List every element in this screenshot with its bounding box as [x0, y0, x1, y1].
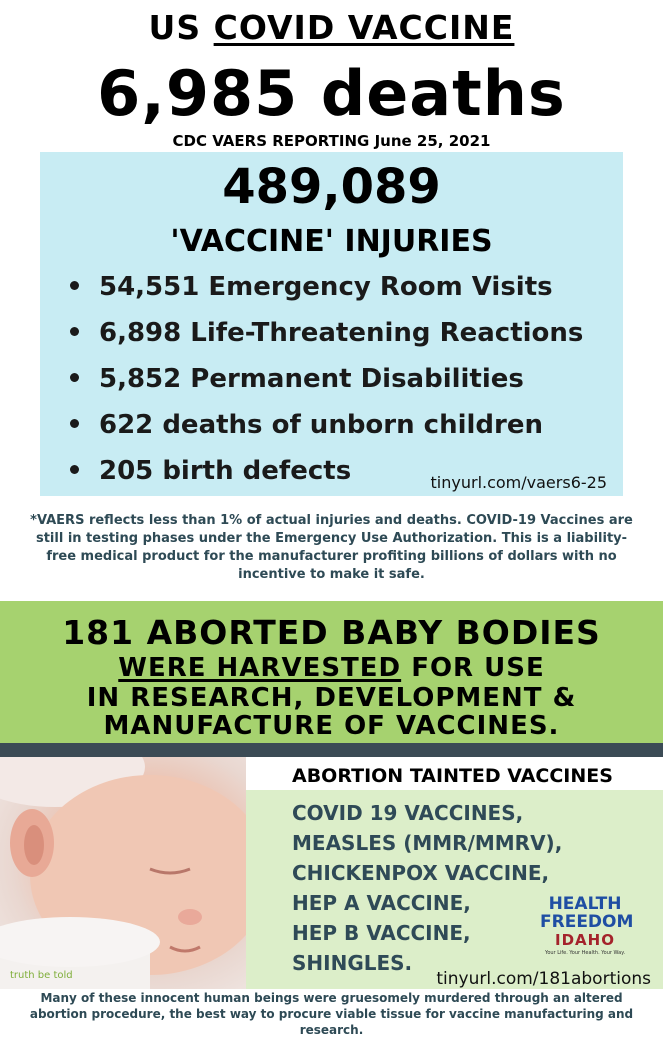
list-item-label: 5,852 Permanent Disabilities — [99, 364, 524, 394]
list-item-label: 6,898 Life-Threatening Reactions — [99, 318, 584, 348]
harvest-banner — [0, 601, 663, 743]
logo-line-3: IDAHO — [555, 931, 615, 949]
list-item — [70, 310, 583, 356]
list-item: COVID 19 VACCINES, — [292, 801, 524, 825]
title-underlined: COVID VACCINE — [213, 8, 515, 47]
list-item — [70, 402, 583, 448]
list-item — [70, 356, 583, 402]
logo-line-1: HEALTH — [548, 894, 622, 914]
list-item: SHINGLES. — [292, 951, 413, 975]
footer-text: Many of these innocent human beings were gruesomely murdered through an altered abortion procedure, the best way to procure viable tissue for vaccine manufacturing and research. — [29, 991, 634, 1037]
health-freedom-idaho-logo — [540, 894, 634, 965]
harvest-line-4: MANUFACTURE OF VACCINES. — [103, 711, 560, 741]
harvest-underlined: WERE HARVESTED — [118, 653, 402, 683]
list-item — [70, 264, 583, 310]
tainted-list — [292, 798, 562, 978]
logo-tagline: Your Life. Your Health. Your Way. — [544, 950, 626, 956]
baby-illustration — [0, 757, 246, 989]
list-item: HEP A VACCINE, — [292, 891, 471, 915]
bullet-icon — [70, 281, 79, 290]
harvest-line-1: 181 ABORTED BABY BODIES — [62, 613, 601, 652]
harvest-line-3: IN RESEARCH, DEVELOPMENT & — [86, 683, 577, 713]
bullet-icon — [70, 419, 79, 428]
divider — [0, 743, 663, 757]
baby-photo — [0, 757, 246, 989]
bullet-icon — [70, 465, 79, 474]
abortions-link[interactable]: tinyurl.com/181abortions — [436, 969, 651, 989]
cdc-reporting-line — [0, 132, 663, 150]
injury-list — [70, 264, 583, 494]
harvest-line-2-rest: FOR USE — [401, 653, 545, 683]
list-item-label: 622 deaths of unborn children — [99, 410, 544, 440]
vaers-link[interactable]: tinyurl.com/vaers6-25 — [430, 473, 607, 492]
bullet-icon — [70, 327, 79, 336]
list-item-label: 205 birth defects — [99, 456, 352, 486]
injury-box — [40, 152, 623, 496]
harvest-line-2 — [0, 653, 663, 683]
page-title — [0, 8, 663, 47]
injury-title: 'VACCINE' INJURIES — [170, 224, 493, 259]
disclaimer-text: *VAERS reflects less than 1% of actual injuries and deaths. COVID-19 Vaccines are still in testing phases under the Emergency Use Authorization. This is a liability-free medical product for the manufacturer profiting billions of dollars with no incentive to make it safe. — [30, 513, 633, 582]
tainted-heading: ABORTION TAINTED VACCINES — [292, 765, 613, 787]
list-item: MEASLES (MMR/MMRV), — [292, 831, 563, 855]
injury-count: 489,089 — [222, 159, 441, 215]
title-prefix: US — [148, 8, 202, 47]
logo-line-2: FREEDOM — [540, 912, 634, 932]
list-item-label: 54,551 Emergency Room Visits — [99, 272, 553, 302]
deaths-headline: 6,985 deaths — [97, 57, 566, 130]
cdc-date: June 25, 2021 — [374, 132, 491, 150]
photo-credit: truth be told — [10, 970, 73, 981]
bullet-icon — [70, 373, 79, 382]
cdc-label: CDC VAERS REPORTING — [172, 132, 370, 150]
list-item: CHICKENPOX VACCINE, — [292, 861, 550, 885]
list-item: HEP B VACCINE, — [292, 921, 471, 945]
